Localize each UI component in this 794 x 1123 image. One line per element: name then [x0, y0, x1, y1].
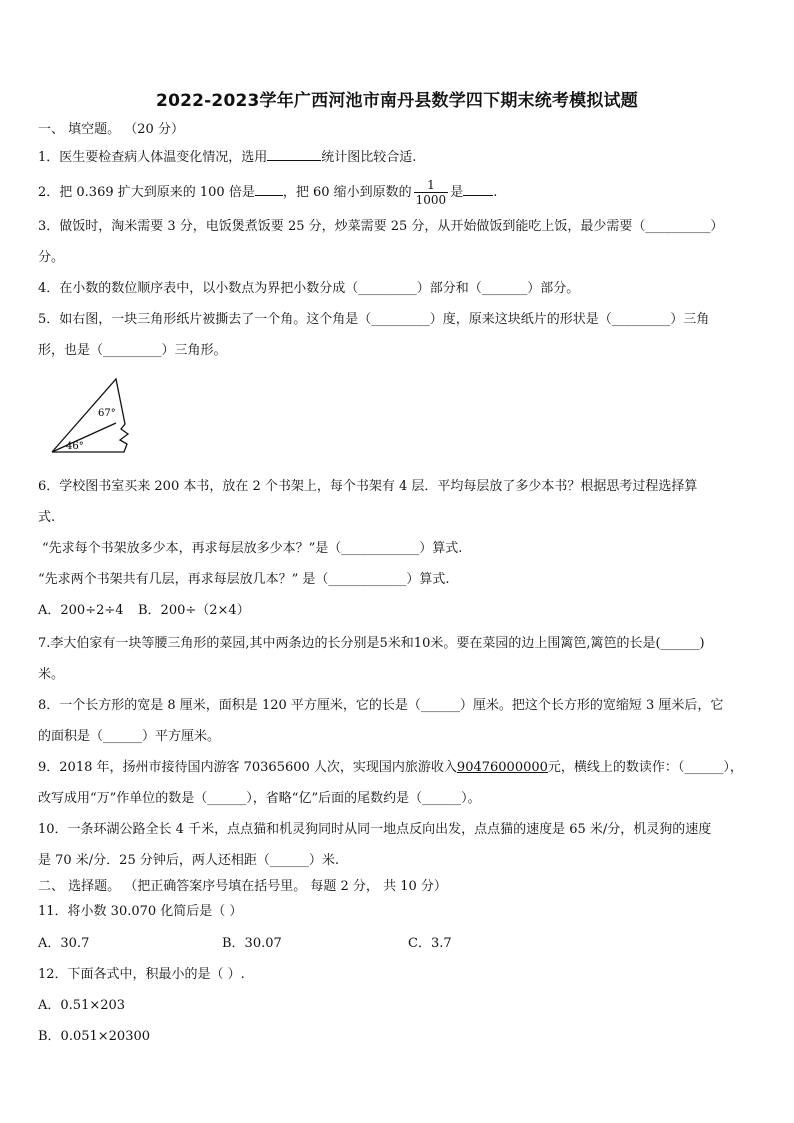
fraction-denominator: 1000	[415, 193, 447, 207]
torn-triangle-outline	[52, 379, 128, 452]
question-3-line-1: 3．做饭时，淘米需要 3 分，电饭煲煮饭要 25 分，炒菜需要 25 分，从开始做饭到能吃上饭，最少需要（__________）	[38, 219, 724, 234]
option-b: B．30.07	[222, 936, 282, 951]
question-10-line-1: 10．一条环湖公路全长 4 千米，点点猫和机灵狗同时从同一地点反向出发，点点猫的速度是 65 米/分，机灵狗的速度	[38, 822, 712, 837]
fraction-numerator: 1	[414, 178, 449, 193]
question-11-stem: 11．将小数 30.070 化简后是（ ）	[38, 904, 243, 919]
question-12-option-b: B．0.051×20300	[38, 1029, 151, 1044]
question-11-options	[38, 934, 452, 954]
question-3-line-2: 分。	[38, 250, 65, 265]
option-c: C．3.7	[408, 936, 452, 951]
question-8-line-2: 的面积是（______）平方厘米。	[38, 729, 221, 744]
angle-label-top: 67°	[98, 408, 116, 419]
section-heading-multiple-choice: 二、 选择题。 （把正确答案序号填在括号里。 每题 2 分， 共 10 分）	[38, 879, 447, 894]
question-1	[38, 146, 416, 168]
question-2-text-b: ，把 60 缩小到原数的	[282, 185, 412, 200]
answer-blank[interactable]	[463, 181, 493, 196]
question-2-text-d: .	[493, 185, 498, 200]
question-10-line-2: 是 70 米/分．25 分钟后，两人还相距（______）米.	[38, 853, 339, 868]
question-9-text-a: 9．2018 年，扬州市接待国内游客 70365600 人次，实现国内旅游收入	[38, 760, 457, 775]
question-1-text-a: 1．医生要检查病人体温变化情况，选用	[38, 150, 268, 165]
question-2-text-a: 2．把 0.369 扩大到原来的 100 倍是	[38, 185, 255, 200]
angle-label-left: 46°	[66, 441, 84, 452]
question-9-line-2: 改写成用“万”作单位的数是（______），省略“亿”后面的尾数约是（______）。	[38, 791, 481, 806]
question-7-line-1: 7.李大伯家有一块等腰三角形的菜园,其中两条边的长分别是5米和10米。要在菜园的边上围篱笆,篱笆的长是(______)	[38, 636, 705, 651]
question-6-options	[38, 601, 250, 621]
question-6-line-3: “先求每个书架放多少本，再求每层放多少本？”是（____________）算式.	[42, 541, 463, 556]
question-2	[38, 178, 497, 207]
option-a: A．30.7	[38, 936, 90, 951]
question-9-line-1	[38, 758, 743, 778]
triangle-figure	[44, 378, 144, 458]
question-7-line-2: 米。	[38, 667, 65, 682]
answer-blank[interactable]	[255, 181, 283, 196]
question-4: 4．在小数的数位顺序表中，以小数点为界把小数分成（_________）部分和（_______）部分。	[38, 281, 580, 296]
section-heading-fill-blank: 一、 填空题。 （20 分）	[38, 122, 184, 137]
page-title: 2022-2023学年广西河池市南丹县数学四下期末统考模拟试题	[156, 91, 638, 111]
question-2-text-c: 是	[450, 185, 464, 200]
answer-blank[interactable]	[267, 146, 321, 161]
question-12-option-a: A．0.51×203	[38, 998, 126, 1013]
question-8-line-1: 8．一个长方形的宽是 8 厘米，面积是 120 平方厘米，它的长是（______）厘米。把这个长方形的宽缩短 3 厘米后，它	[38, 698, 724, 713]
question-6-line-1: 6．学校图书室买来 200 本书，放在 2 个书架上，每个书架有 4 层．平均每层放了多少本书？根据思考过程选择算	[38, 479, 698, 494]
option-a: A．200÷2÷4	[38, 603, 124, 618]
question-6-line-4: “先求两个书架共有几层，再求每层放几本？” 是（____________）算式.	[38, 572, 450, 587]
question-9-text-b: 元，横线上的数读作：（______），	[547, 760, 743, 775]
question-6-line-2: 式.	[38, 510, 56, 525]
question-5-line-2: 形，也是（_________）三角形。	[38, 343, 227, 358]
question-12-stem: 12．下面各式中，积最小的是（ ）.	[38, 967, 245, 982]
fraction	[414, 178, 449, 207]
underlined-number: 90476000000	[456, 760, 548, 775]
question-1-text-b: 统计图比较合适.	[321, 150, 417, 165]
question-5-line-1: 5．如右图，一块三角形纸片被撕去了一个角。这个角是（_________）度，原来这块纸片的形状是（_________）三角	[38, 312, 710, 327]
option-b: B．200÷（2×4）	[138, 603, 250, 618]
